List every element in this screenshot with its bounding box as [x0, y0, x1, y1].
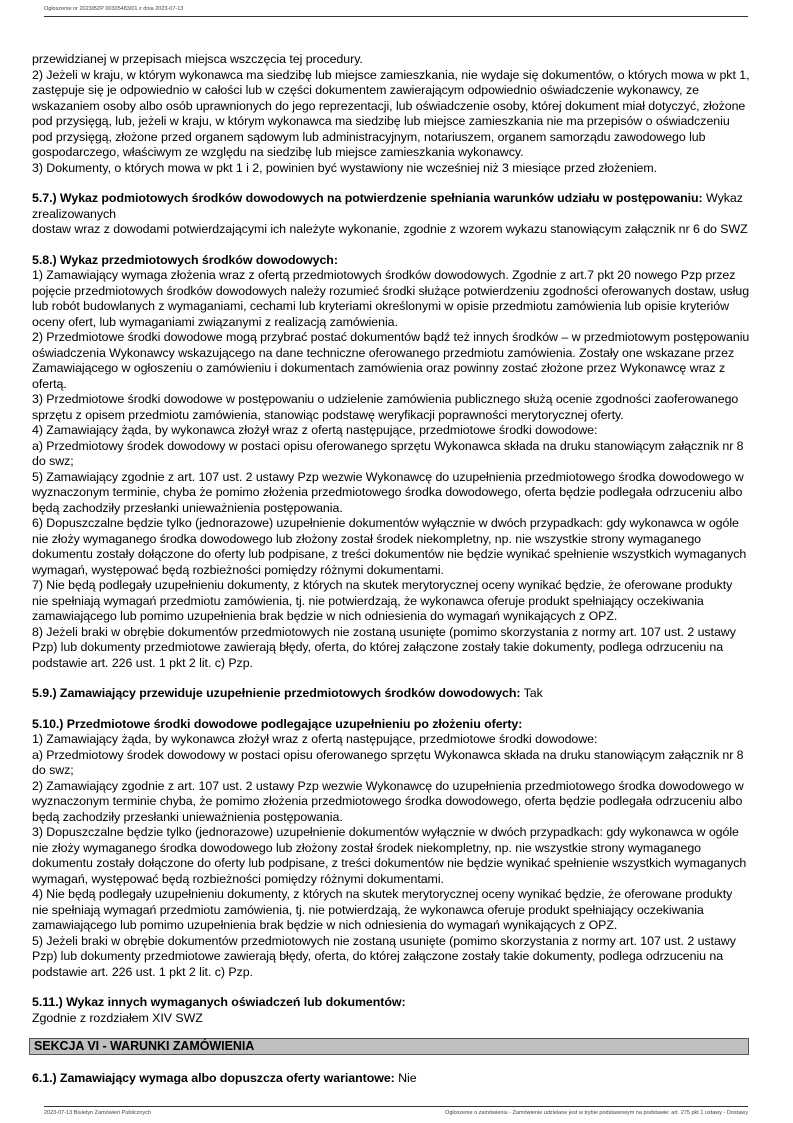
paragraph: 4) Nie będą podlegały uzupełnieniu dokumenty, z których na skutek merytorycznej oceny wynikać będzie, że oferowane produkty nie spełniają wymagań przedmiotu zamówienia, tj. nie potwierdzają, że wykonawca oferuje produkt spełniający oczekiwania zamawiającego lub pomimo uzupełnienia brak będzie w nich odniesienia do wymagań wynikających z OPZ.	[32, 887, 733, 932]
section-6-1	[32, 1071, 750, 1087]
paragraph: a) Przedmiotowy środek dowodowy w postaci opisu oferowanego sprzętu Wykonawca składa na druku stanowiącym załącznik nr 8 do swz;	[32, 747, 744, 777]
paragraph: 5) Jeżeli braki w obrębie dokumentów przedmiotowych nie zostaną usunięte (pomimo skorzystania z normy art. 107 ust. 2 ustawy Pzp) lub dokumenty przedmiotowe zawierają błędy, oferta, do której załączone zostały takie dokumenty, podlega odrzuceniu na podstawie art. 226 ust. 1 pkt 2 lit. c) Pzp.	[32, 933, 736, 979]
document-content	[32, 52, 750, 1102]
field-label: 5.7.) Wykaz podmiotowych środków dowodowych na potwierdzenie spełniania warunków udziału w postępowaniu:	[32, 191, 703, 205]
field-label: 5.9.) Zamawiający przewiduje uzupełnienie przedmiotowych środków dowodowych:	[32, 686, 521, 700]
field-label: 5.8.) Wykaz przedmiotowych środków dowodowych:	[32, 252, 338, 267]
intro-block	[32, 52, 750, 176]
paragraph: 7) Nie będą podlegały uzupełnieniu dokumenty, z których na skutek merytorycznej oceny wynikać będzie, że oferowane produkty nie spełniają wymagań przedmiotu zamówienia, tj. nie potwierdzają, że wykonawca oferuje produkt spełniający oczekiwania zamawiającego lub pomimo uzupełnienia brak będzie w nich odniesienia do wymagań wynikających z OPZ.	[32, 578, 733, 623]
paragraph: 6) Dopuszczalne będzie tylko (jednorazowe) uzupełnienie dokumentów wyłącznie w dwóch przypadkach: gdy wykonawca w ogóle nie złoży wymaganego środka dowodowego lub złożony został środek niekompletny, np. nie wszystkie strony wymaganego dokumentu zostały dołączone do oferty lub podpisane, z treści dokumentów nie będzie wynikać spełnienie wszystkich wymaganych wymagań, występować będą rozbieżności pomiędzy różnymi dokumentami.	[32, 516, 747, 577]
paragraph: 3) Dopuszczalne będzie tylko (jednorazowe) uzupełnienie dokumentów wyłącznie w dwóch przypadkach: gdy wykonawca w ogóle nie złoży wymaganego środka dowodowego lub złożony został środek niekompletny, np. nie wszystkie strony wymaganego dokumentu zostały dołączone do oferty lub podpisane, z treści dokumentów nie będzie wynikać spełnienie wszystkich wymaganych wymagań, występować będą rozbieżności pomiędzy różnymi dokumentami.	[32, 825, 747, 886]
paragraph: 3) Przedmiotowe środki dowodowe w postępowaniu o udzielenie zamówienia publicznego służą ocenie zgodności zaoferowanego sprzętu z opisem przedmiotu zamówienia, stanowiąc podstawę weryfikacji poprawności merytorycznej oferty.	[32, 392, 739, 422]
paragraph: 1) Zamawiający żąda, by wykonawca złożył wraz z ofertą następujące, przedmiotowe środki dowodowe:	[32, 732, 598, 746]
footer-notice-type: Ogłoszenie o zamówieniu - Zamówienie udzielane jest w trybie podstawowym na podstawie: art. 275 pkt 1 ustawy - Dostawy	[445, 1110, 748, 1116]
section-5-9	[32, 686, 750, 702]
page-header	[44, 5, 748, 17]
section-5-7	[32, 191, 750, 238]
field-row	[32, 191, 750, 222]
paragraph: 2) Jeżeli w kraju, w którym wykonawca ma siedzibę lub miejsce zamieszkania, nie wydaje się dokumentów, o których mowa w pkt 1, zastępuje się je odpowiednio w całości lub w części dokumentem zawierającym odpowiednio oświadczenie wykonawcy, ze wskazaniem osoby albo osób uprawnionych do jego reprezentacji, lub oświadczenie osoby, której dokument miał dotyczyć, złożone pod przysięgą, lub, jeżeli w kraju, w którym wykonawca ma siedzibę lub miejsce zamieszkania nie ma przepisów o oświadczeniu pod przysięgą, złożone przed organem sądowym lub administracyjnym, notariuszem, organem samorządu zawodowego lub gospodarczego, właściwym ze względu na siedzibę lub miejsce zamieszkania wykonawcy.	[32, 67, 750, 159]
field-label: 5.10.) Przedmiotowe środki dowodowe podlegające uzupełnieniu po złożeniu oferty:	[32, 716, 523, 731]
section-5-10	[32, 717, 750, 981]
field-label: 6.1.) Zamawiający wymaga albo dopuszcza oferty wariantowe:	[32, 1071, 395, 1085]
section-5-11	[32, 995, 750, 1026]
paragraph: a) Przedmiotowy środek dowodowy w postaci opisu oferowanego sprzętu Wykonawca składa na druku stanowiącym załącznik nr 8 do swz;	[32, 438, 744, 468]
paragraph: 2) Przedmiotowe środki dowodowe mogą przybrać postać dokumentów bądź też innych środków – w przedmiotowym postępowaniu oświadczenia Wykonawcy wskazującego na dane techniczne oferowanego przedmiotu zamówienia. Zostały one wskazane przez Zamawiającego w ogłoszeniu o zamówieniu i dokumentach zamówienia oraz powinny zostać złożone przez Wykonawcę wraz z ofertą.	[32, 330, 750, 391]
paragraph: przewidzianej w przepisach miejsca wszczęcia tej procedury.	[32, 52, 363, 66]
field-label: 5.11.) Wykaz innych wymaganych oświadczeń lub dokumentów:	[32, 995, 406, 1009]
field-value: Tak	[523, 686, 543, 700]
field-value: Nie	[398, 1071, 417, 1085]
paragraph: 8) Jeżeli braki w obrębie dokumentów przedmiotowych nie zostaną usunięte (pomimo skorzystania z normy art. 107 ust. 2 ustawy Pzp) lub dokumenty przedmiotowe zawierają błędy, oferta, do której załączone zostały takie dokumenty, podlega odrzuceniu na podstawie art. 226 ust. 1 pkt 2 lit. c) Pzp.	[32, 624, 736, 670]
section-5-8	[32, 253, 750, 672]
paragraph: 1) Zamawiający wymaga złożenia wraz z ofertą przedmiotowych środków dowodowych. Zgodnie z art.7 pkt 20 nowego Pzp przez pojęcie przedmiotowych środków dowodowych należy rozumieć środki służące potwierdzeniu zgodności oferowanych dostaw, usług lub robót budowlanych z wymaganiami, cechami lub kryteriami określonymi w opisie przedmiotu zamówienia lub opisie kryteriów oceny ofert, lub wymaganiami związanymi z realizacją zamówienia.	[32, 268, 750, 329]
notice-number: Ogłoszenie nr 2023/BZP 00305483/01 z dnia 2023-07-13	[44, 6, 184, 12]
paragraph: 2) Zamawiający zgodnie z art. 107 ust. 2 ustawy Pzp wezwie Wykonawcę do uzupełnienia przedmiotowego środka dowodowego w wyznaczonym terminie chyba, że pomimo złożenia przedmiotowego środka dowodowego, oferta będzie podlegała odrzuceniu albo będą zachodziły przesłanki unieważnienia postępowania.	[32, 778, 744, 824]
field-row	[32, 1071, 750, 1087]
section-header-6: SEKCJA VI - WARUNKI ZAMÓWIENIA	[29, 1038, 749, 1055]
paragraph: 5) Zamawiający zgodnie z art. 107 ust. 2 ustawy Pzp wezwie Wykonawcę do uzupełnienia przedmiotowego środka dowodowego w wyznaczonym terminie, chyba że pomimo złożenia przedmiotowego środka dowodowego, oferta będzie podlegała odrzuceniu albo będą zachodziły przesłanki unieważnienia postępowania.	[32, 469, 744, 515]
footer-date-source: 2023-07-13 Biuletyn Zamówień Publicznych	[44, 1110, 152, 1116]
field-value-continued: dostaw wraz z dowodami potwierdzającymi ich należyte wykonanie, zgodnie z wzorem wykazu stanowiącym załącznik nr 6 do SWZ	[32, 222, 748, 236]
paragraph: 4) Zamawiający żąda, by wykonawca złożył wraz z ofertą następujące, przedmiotowe środki dowodowe:	[32, 423, 598, 437]
field-value: Zgodnie z rozdziałem XIV SWZ	[32, 1010, 203, 1025]
page-footer	[44, 1106, 748, 1116]
paragraph: 3) Dokumenty, o których mowa w pkt 1 i 2, powinien być wystawiony nie wcześniej niż 3 miesiące przed złożeniem.	[32, 160, 658, 175]
field-row	[32, 686, 750, 702]
field-value: Wykaz zrealizowanych	[32, 191, 743, 221]
